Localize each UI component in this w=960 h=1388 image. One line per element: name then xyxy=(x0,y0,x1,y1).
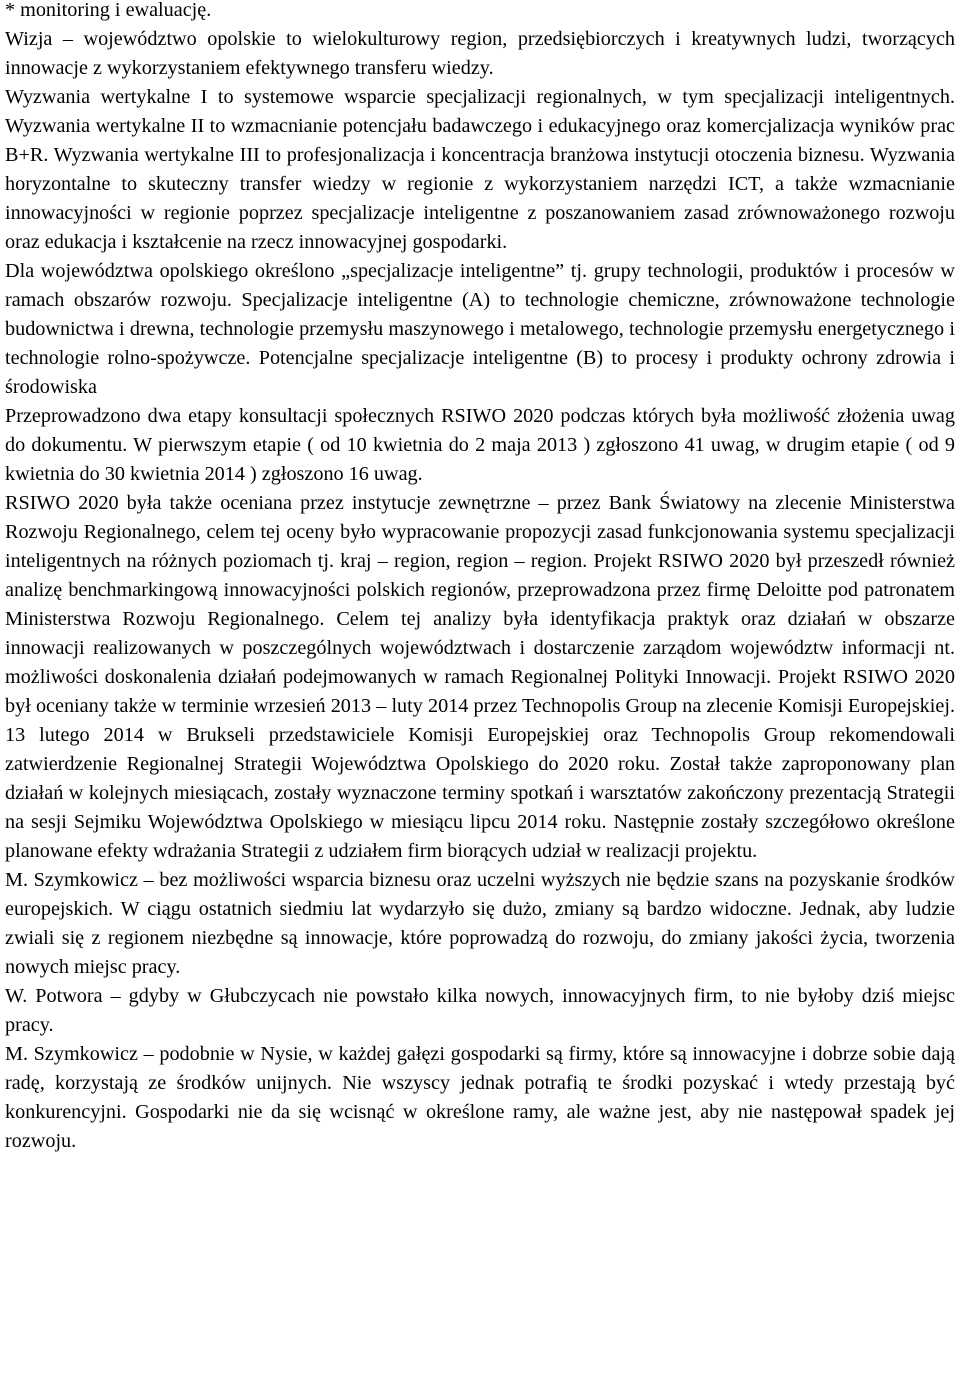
paragraph-vision: Wizja – województwo opolskie to wielokulturowy region, przedsiębiorczych i kreatywnych ludzi, tworzących innowacje z wykorzystaniem efektywnego transferu wiedzy. xyxy=(5,28,955,79)
paragraph-szymkowicz-2: M. Szymkowicz – podobnie w Nysie, w każdej gałęzi gospodarki są firmy, które są innowacyjne i dobrze sobie dają radę, korzystają ze środków unijnych. Nie wszyscy jednak potrafią te środki pozyskać i wtedy przestają być konkurencyjni. Gospodarki nie da się wcisnąć w określone ramy, ale ważne jest, aby nie następował spadek jej rozwoju. xyxy=(5,1043,955,1152)
paragraph-monitoring: * monitoring i ewaluację. xyxy=(5,0,212,21)
paragraph-evaluation: RSIWO 2020 była także oceniana przez instytucje zewnętrzne – przez Bank Światowy na zlecenie Ministerstwa Rozwoju Regionalnego, celem tej oceny było wypracowanie propozycji zasad funkcjonowania systemu specjalizacji inteligentnych na różnych poziomach tj. kraj – region, region – region. Projekt RSIWO 2020 był przeszedł również analizę benchmarkingową innowacyjności polskich regionów, przeprowadzona przez firmę Deloitte pod patronatem Ministerstwa Rozwoju Regionalnego. Celem tej analizy była identyfikacja praktyk oraz działań w obszarze innowacji realizowanych w poszczególnych województwach i dostarczenie zarządom województw informacji nt. możliwości doskonalenia działań podejmowanych w ramach Regionalnej Polityki Innowacji. Projekt RSIWO 2020 był oceniany także w terminie wrzesień 2013 – luty 2014 przez Technopolis Group na zlecenie Komisji Europejskiej. 13 lutego 2014 w Brukseli przedstawiciele Komisji Europejskiej oraz Technopolis Group rekomendowali zatwierdzenie Regionalnej Strategii Województwa Opolskiego do 2020 roku. Został także zaproponowany plan działań w kolejnych miesiącach, zostały wyznaczone terminy spotkań i warsztatów zakończony prezentacją Strategii na sesji Sejmiku Województwa Opolskiego w miesiącu lipcu 2014 roku. Następnie zostały szczegółowo określone planowane efekty wdrażania Strategii z udziałem firm biorących udział w realizacji projektu. xyxy=(5,492,955,862)
paragraph-szymkowicz-1: M. Szymkowicz – bez możliwości wsparcia biznesu oraz uczelni wyższych nie będzie szans na pozyskanie środków europejskich. W ciągu ostatnich siedmiu lat wydarzyło się dużo, zmiany są bardzo widoczne. Jednak, aby ludzie zwiali się z regionem niezbędne są innowacje, które poprowadzą do rozwoju, do zmiany jakości życia, tworzenia nowych miejsc pracy. xyxy=(5,869,955,978)
document-page xyxy=(5,0,955,1156)
paragraph-consultations: Przeprowadzono dwa etapy konsultacji społecznych RSIWO 2020 podczas których była możliwość złożenia uwag do dokumentu. W pierwszym etapie ( od 10 kwietnia do 2 maja 2013 ) zgłoszono 41 uwag, w drugim etapie ( od 9 kwietnia do 30 kwietnia 2014 ) zgłoszono 16 uwag. xyxy=(5,405,955,485)
paragraph-smart-specializations: Dla województwa opolskiego określono „specjalizacje inteligentne” tj. grupy technologii, produktów i procesów w ramach obszarów rozwoju. Specjalizacje inteligentne (A) to technologie chemiczne, zrównoważone technologie budownictwa i drewna, technologie przemysłu maszynowego i metalowego, technologie przemysłu energetycznego i technologie rolno-spożywcze. Potencjalne specjalizacje inteligentne (B) to procesy i produkty ochrony zdrowia i środowiska xyxy=(5,260,955,398)
paragraph-challenges: Wyzwania wertykalne I to systemowe wsparcie specjalizacji regionalnych, w tym specjalizacji inteligentnych. Wyzwania wertykalne II to wzmacnianie potencjału badawczego i edukacyjnego oraz komercjalizacja wyników prac B+R. Wyzwania wertykalne III to profesjonalizacja i koncentracja branżowa instytucji otoczenia biznesu. Wyzwania horyzontalne to skuteczny transfer wiedzy w regionie z wykorzystaniem narzędzi ICT, a także wzmacnianie innowacyjności w regionie poprzez specjalizacje inteligentne z poszanowaniem zasad zrównoważonego rozwoju oraz edukacja i kształcenie na rzecz innowacyjnej gospodarki. xyxy=(5,86,955,253)
paragraph-potwora: W. Potwora – gdyby w Głubczycach nie powstało kilka nowych, innowacyjnych firm, to nie byłoby dziś miejsc pracy. xyxy=(5,985,955,1036)
